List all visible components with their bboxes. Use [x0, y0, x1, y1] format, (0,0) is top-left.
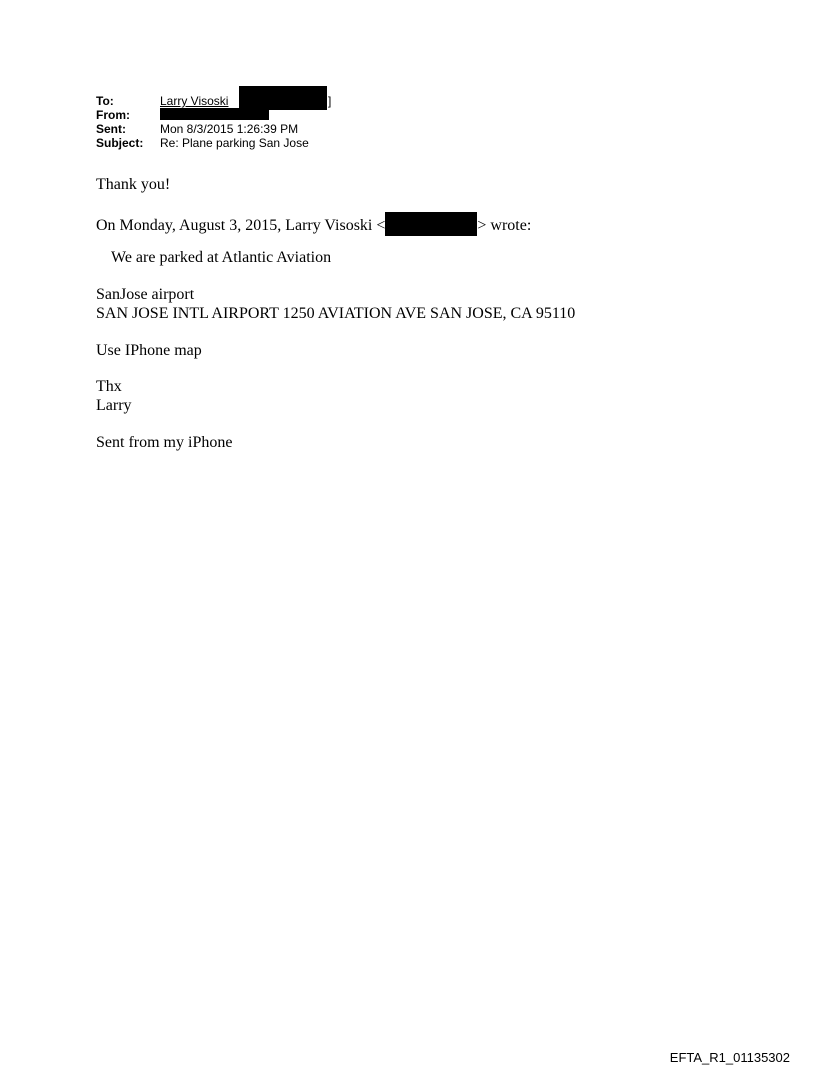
quoted-line: We are parked at Atlantic Aviation [111, 249, 332, 266]
to-name: Larry Visoski [160, 94, 229, 108]
to-label: To: [96, 94, 114, 108]
subject-value: Re: Plane parking San Jose [160, 136, 309, 150]
document-id: EFTA_R1_01135302 [669, 1050, 790, 1065]
from-label: From: [96, 108, 130, 122]
signature-name: Larry [96, 397, 132, 414]
map-note: Use IPhone map [96, 342, 202, 359]
sent-from-signature: Sent from my iPhone [96, 434, 233, 451]
redaction-block [239, 86, 327, 110]
address-line-1: SanJose airport [96, 286, 195, 303]
subject-label: Subject: [96, 136, 144, 150]
sent-value: Mon 8/3/2015 1:26:39 PM [160, 122, 299, 136]
sent-label: Sent: [96, 122, 126, 136]
quote-intro-after: > wrote: [477, 217, 532, 234]
quote-intro-before: On Monday, August 3, 2015, Larry Visoski < [96, 217, 386, 234]
to-close-bracket: ] [328, 94, 332, 108]
address-line-2: SAN JOSE INTL AIRPORT 1250 AVIATION AVE SAN JOSE, CA 95110 [96, 305, 576, 322]
reply-text: Thank you! [96, 176, 171, 193]
redaction-block [160, 108, 269, 120]
quote-intro [96, 212, 531, 236]
redaction-block [385, 212, 477, 236]
signoff: Thx [96, 378, 122, 395]
